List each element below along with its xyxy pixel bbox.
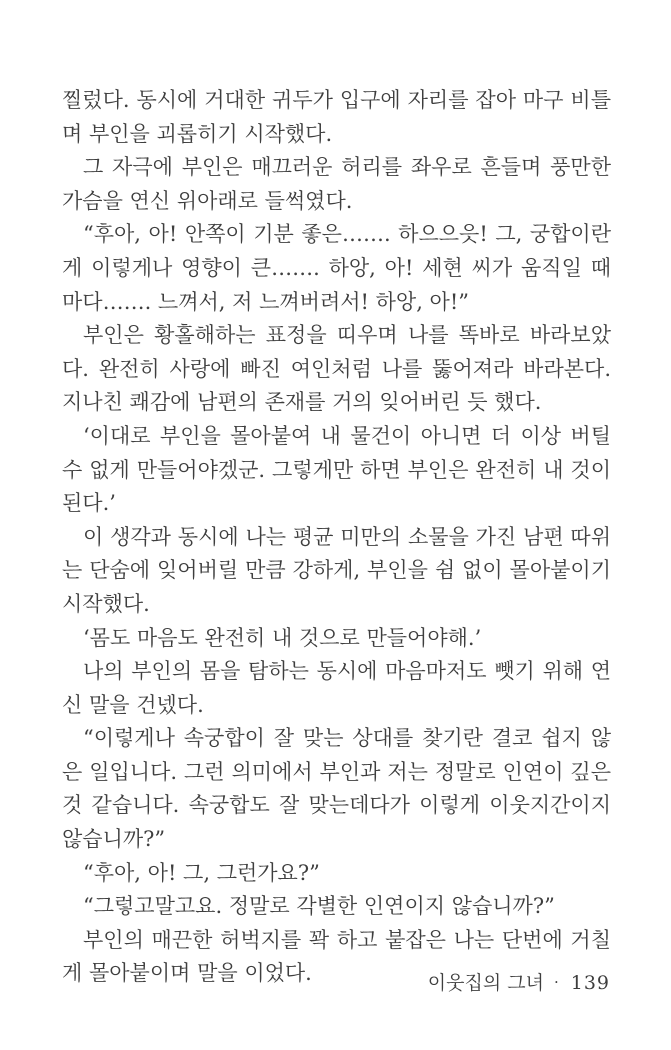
dot-separator-icon: · (553, 973, 559, 991)
paragraph: “그렇고말고요. 정말로 각별한 인연이지 않습니까?” (83, 894, 555, 919)
body-text (62, 84, 611, 991)
paragraph: 나의 부인의 몸을 탐하는 동시에 마음마저도 뺏기 위해 연신 말을 건넸다. (62, 659, 611, 717)
paragraph: “후아, 아! 안쪽이 기분 좋은……. 하으으읏! 그, 궁합이란 게 이렇게나 영향이 큰……. 하앙, 아! 세현 씨가 움직일 때마다……. 느껴서, 저 느껴버려서! 하앙, 아!” (62, 222, 611, 314)
page-number: 139 (570, 972, 610, 994)
running-footer (428, 968, 610, 997)
paragraph: 이 생각과 동시에 나는 평균 미만의 소물을 가진 남편 따위는 단숨에 잊어버릴 만큼 강하게, 부인을 쉼 없이 몰아붙이기 시작했다. (62, 524, 611, 616)
paragraph: “후아, 아! 그, 그런가요?” (83, 860, 320, 885)
paragraph: 부인은 황홀해하는 표정을 띠우며 나를 똑바로 바라보았다. 완전히 사랑에 빠진 여인처럼 나를 뚫어져라 바라본다. 지나친 쾌감에 남편의 존재를 거의 잊어버린 듯 했다. (62, 323, 611, 415)
paragraph: ‘이대로 부인을 몰아붙여 내 물건이 아니면 더 이상 버틸 수 없게 만들어야겠군. 그렇게만 하면 부인은 완전히 내 것이 된다.’ (62, 423, 611, 516)
paragraph: 그 자극에 부인은 매끄러운 허리를 좌우로 흔들며 풍만한 가슴을 연신 위아래로 들썩였다. (62, 155, 611, 213)
paragraph: 찔렀다. 동시에 거대한 귀두가 입구에 자리를 잡아 마구 비틀며 부인을 괴롭히기 시작했다. (62, 88, 611, 146)
paragraph: 부인의 매끈한 허벅지를 꽉 하고 붙잡은 나는 단번에 거칠게 몰아붙이며 말을 이었다. (62, 927, 611, 986)
book-title: 이웃집의 그녀 (427, 972, 544, 994)
paragraph: “이렇게나 속궁합이 잘 맞는 상대를 찾기란 결코 쉽지 않은 일입니다. 그런 의미에서 부인과 저는 정말로 인연이 깊은 것 같습니다. 속궁합도 잘 맞는데다가 이렇게 이웃지간이지 않습니까?” (62, 726, 611, 852)
paragraph: ‘몸도 마음도 완전히 내 것으로 만들어야해.’ (83, 625, 482, 650)
